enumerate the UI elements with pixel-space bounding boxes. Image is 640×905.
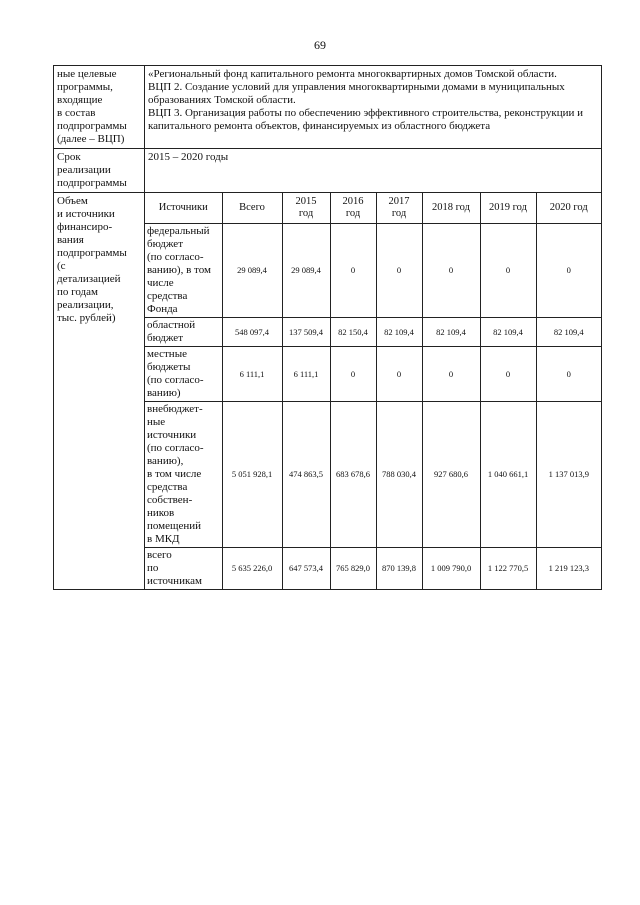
value-cell: 0 (330, 346, 376, 401)
value-cell: 6 111,1 (222, 346, 282, 401)
value-cell: 0 (330, 223, 376, 317)
finance-table (145, 193, 601, 589)
value-cell: 683 678,6 (330, 401, 376, 547)
value-cell: 82 109,4 (536, 317, 601, 346)
value-cell: 1 137 013,9 (536, 401, 601, 547)
label-cell (54, 193, 145, 590)
value-cell: 0 (480, 223, 536, 317)
value-cell: 5 635 226,0 (222, 547, 282, 589)
label-cell (54, 66, 145, 149)
header-total: Всего (222, 193, 282, 223)
row-term (54, 149, 602, 193)
value-cell: 6 111,1 (282, 346, 330, 401)
value-cell: 0 (422, 223, 480, 317)
header-year-word: год (391, 207, 407, 219)
term-value: 2015 – 2020 годы (148, 151, 229, 163)
value-cell: 788 030,4 (376, 401, 422, 547)
source-cell: федеральный бюджет (по согласо- ванию), в том числе средства Фонда (145, 223, 222, 317)
header-source: Источники (145, 193, 222, 223)
value-cell: 0 (376, 346, 422, 401)
header-year-word: год (298, 207, 314, 219)
value-cell: 1 040 661,1 (480, 401, 536, 547)
finance-cell (145, 193, 602, 590)
value-cell (145, 149, 602, 193)
value-cell: 927 680,6 (422, 401, 480, 547)
label-cell (54, 149, 145, 193)
source-cell: местные бюджеты (по согласо- ванию) (145, 346, 222, 401)
header-2017 (376, 193, 422, 223)
header-year-word: год (345, 207, 361, 219)
value-cell: 82 109,4 (422, 317, 480, 346)
value-cell: 0 (376, 223, 422, 317)
row-volume (54, 193, 602, 590)
target-programs-label: ные целевые программы, входящие в состав подпрограммы (далее – ВЦП) (57, 68, 127, 145)
volume-label: Объем и источники финансиро- вания подпрограммы (с детализацией по годам реализации, тыс. рублей) (57, 195, 127, 324)
value-cell: 82 109,4 (480, 317, 536, 346)
value-cell: 137 509,4 (282, 317, 330, 346)
value-cell: 1 219 123,3 (536, 547, 601, 589)
header-2018: 2018 год (422, 193, 480, 223)
header-year: 2015 (295, 195, 317, 207)
header-year: 2016 (342, 195, 364, 207)
row-target-programs (54, 66, 602, 149)
value-cell: 0 (536, 223, 601, 317)
value-cell (145, 66, 602, 149)
program-line: ВЦП 2. Создание условий для управления многоквартирными домами в муниципальных образованиях Томской области. (148, 81, 565, 106)
value-cell: 0 (536, 346, 601, 401)
finance-row-total (145, 547, 601, 589)
value-cell: 82 109,4 (376, 317, 422, 346)
target-programs-text (145, 66, 601, 135)
finance-row-extrabudgetary (145, 401, 601, 547)
finance-row-local (145, 346, 601, 401)
program-line: ВЦП 3. Организация работы по обеспечению эффективного строительства, реконструкции и капитального ремонта объектов, финансируемых из областного бюджета (148, 107, 584, 132)
value-cell: 474 863,5 (282, 401, 330, 547)
finance-row-regional (145, 317, 601, 346)
header-year: 2017 (388, 195, 410, 207)
value-cell: 82 150,4 (330, 317, 376, 346)
header-2016 (330, 193, 376, 223)
value-cell: 0 (480, 346, 536, 401)
value-cell: 0 (422, 346, 480, 401)
value-cell: 29 089,4 (282, 223, 330, 317)
value-cell: 1 009 790,0 (422, 547, 480, 589)
value-cell: 647 573,4 (282, 547, 330, 589)
header-2020: 2020 год (536, 193, 601, 223)
program-line: «Региональный фонд капитального ремонта многоквартирных домов Томской области. (148, 68, 557, 80)
source-cell: всего по источникам (145, 547, 222, 589)
source-cell: внебюджет- ные источники (по согласо- ванию), в том числе средства собствен- ников помещений в МКД (145, 401, 222, 547)
term-label: Срок реализации подпрограммы (57, 151, 127, 189)
header-2015 (282, 193, 330, 223)
finance-header-row (145, 193, 601, 223)
value-cell: 548 097,4 (222, 317, 282, 346)
passport-table (53, 65, 602, 590)
value-cell: 1 122 770,5 (480, 547, 536, 589)
finance-row-federal (145, 223, 601, 317)
source-cell: областной бюджет (145, 317, 222, 346)
value-cell: 765 829,0 (330, 547, 376, 589)
page-number: 69 (314, 38, 326, 52)
header-2019: 2019 год (480, 193, 536, 223)
value-cell: 29 089,4 (222, 223, 282, 317)
value-cell: 870 139,8 (376, 547, 422, 589)
value-cell: 5 051 928,1 (222, 401, 282, 547)
